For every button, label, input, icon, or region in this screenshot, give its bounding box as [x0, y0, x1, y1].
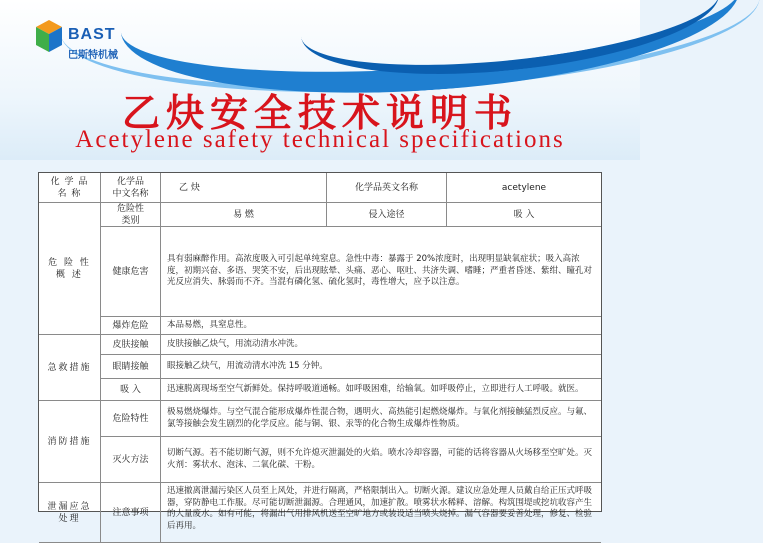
category-leak-response: 泄漏应急 处理: [39, 483, 101, 543]
cube-logo-icon: [34, 18, 64, 54]
text-danger-property: 极易燃烧爆炸。与空气混合能形成爆炸性混合物，遇明火、高热能引起燃烧爆炸。与氧化剂接触猛烈反应。与氟、氯等接触会发生剧烈的化学反应。能与铜、银、汞等的化合物生成爆炸性物质。: [161, 401, 601, 437]
safety-spec-table: [38, 172, 602, 531]
label-entry-route: 侵入途径: [327, 203, 447, 226]
label-danger-property: 危险特性: [101, 401, 161, 437]
page-title: 乙炔安全技术说明书: [121, 90, 518, 135]
table-row-name: [39, 173, 601, 203]
label-eye-contact: 眼睛接触: [101, 355, 161, 379]
label-chemical-name: 化 学 品 名 称: [39, 173, 101, 202]
text-precautions: 迅速撤离泄漏污染区人员至上风处，并进行隔离，严格限制出入。切断火源。建议应急处理人员戴自给正压式呼吸器，穿防静电工作服。尽可能切断泄漏源。合理通风，加速扩散。喷雾状水稀释、溶解。构筑围堤或挖坑收容产生的大量废水。如有可能，将漏出气用排风机送至空旷地方或装设适当喷头烧掉。漏气容器要妥善处理，修复、检验后再用。: [161, 483, 601, 543]
label-chinese-name: 化学品 中文名称: [101, 173, 161, 202]
category-first-aid: 急救措施: [39, 335, 101, 401]
table-row-hazard-class: [101, 203, 601, 227]
label-hazard-class: 危险性 类别: [101, 203, 161, 226]
page-subtitle: Acetylene safety technical specifications: [75, 126, 565, 153]
value-chinese-name: 乙 炔: [161, 173, 327, 202]
label-explosion-hazard: 爆炸危险: [101, 317, 161, 335]
text-health-hazard: 具有弱麻醉作用。高浓度吸入可引起单纯窒息。急性中毒：暴露于 20%浓度时，出现明显缺氧症状；吸入高浓度，初期兴奋、多语、哭笑不安，后出现眩晕、头痛、恶心、呕吐、共济失调、嗜睡；严重者昏迷、紫绀、瞳孔对光反应消失、脉弱而不齐。当混有磷化氢、硫化氢时，毒性增大，应予以注意。: [161, 227, 601, 317]
text-skin-contact: 皮肤接触乙炔气，用流动清水冲洗。: [161, 335, 601, 355]
value-hazard-class: 易 燃: [161, 203, 327, 226]
value-english-name: acetylene: [501, 182, 547, 193]
label-english-name: 化学品英文名称: [327, 173, 447, 202]
label-health-hazard: 健康危害: [101, 227, 161, 317]
brand-name: BAST: [68, 26, 116, 43]
text-extinguish-method: 切断气源。若不能切断气源，则不允许熄灭泄漏处的火焰。喷水冷却容器，可能的话将容器从火场移至空旷处。灭火剂：雾状水、泡沫、二氧化碳、干粉。: [161, 437, 601, 483]
brand-subtitle: 巴斯特机械: [68, 50, 118, 61]
text-inhalation: 迅速脱离现场至空气新鲜处。保持呼吸道通畅。如呼吸困难，给输氧。如呼吸停止，立即进行人工呼吸。就医。: [161, 379, 601, 401]
label-precautions: 注意事项: [101, 483, 161, 543]
label-inhalation: 吸 入: [101, 379, 161, 401]
text-explosion-hazard: 本品易燃，具窒息性。: [161, 317, 601, 335]
value-entry-route: 吸 入: [513, 209, 535, 220]
label-skin-contact: 皮肤接触: [101, 335, 161, 355]
brand-logo: [34, 18, 154, 74]
category-hazard: 危 险 性 概 述: [39, 203, 101, 335]
text-eye-contact: 眼接触乙炔气，用流动清水冲洗 15 分钟。: [161, 355, 601, 379]
label-extinguish-method: 灭火方法: [101, 437, 161, 483]
category-fire-fighting: 消防措施: [39, 401, 101, 483]
